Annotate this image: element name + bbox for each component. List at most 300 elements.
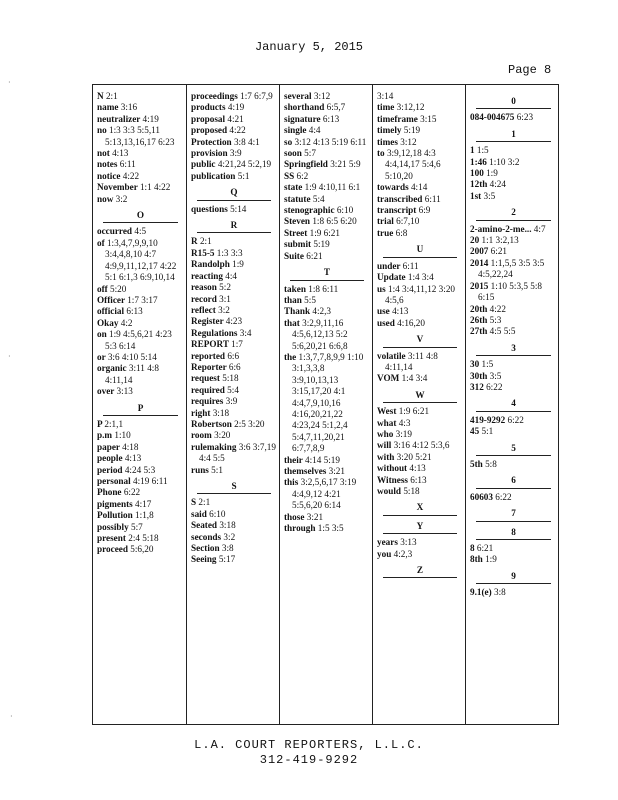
index-page-refs: 6:22 bbox=[123, 487, 141, 498]
index-word: the bbox=[284, 351, 297, 362]
index-page-refs: 1:1 4:22 bbox=[139, 182, 171, 193]
index-page-refs: 1:9 bbox=[485, 554, 497, 565]
index-page-refs: 1:4 3:4,11,12 3:20 4:5,6 bbox=[385, 283, 456, 305]
index-entry bbox=[191, 159, 277, 170]
index-page-refs: 5:8 bbox=[485, 458, 497, 469]
index-word: years bbox=[377, 537, 398, 548]
index-page-refs: 6:7,10 bbox=[396, 216, 420, 227]
index-entry bbox=[97, 476, 184, 487]
index-word: Seated bbox=[191, 520, 218, 531]
index-page-refs: 6:9 bbox=[418, 205, 431, 216]
index-word: public bbox=[191, 159, 216, 170]
index-entry bbox=[191, 373, 277, 384]
index-word: rulemaking bbox=[191, 441, 237, 452]
index-page-refs: 6:23 bbox=[516, 112, 534, 123]
index-word: 60603 bbox=[470, 491, 493, 502]
index-page-refs: 3:21 5:9 bbox=[330, 159, 361, 170]
index-entry bbox=[191, 294, 277, 305]
index-entry bbox=[97, 453, 184, 464]
index-word: reported bbox=[191, 350, 226, 361]
index-page-refs: 1:5 3:5 bbox=[317, 523, 344, 534]
index-letter-header: V bbox=[383, 334, 457, 347]
index-entry bbox=[377, 284, 463, 307]
index-word: 1 bbox=[470, 145, 475, 156]
index-word: timeframe bbox=[377, 113, 418, 124]
index-page-refs: 5:19 bbox=[313, 239, 330, 250]
index-word: what bbox=[377, 417, 397, 428]
index-entry bbox=[284, 512, 370, 523]
index-word: p.m bbox=[97, 430, 113, 441]
scan-mark: · bbox=[8, 352, 11, 361]
index-word: 30 bbox=[470, 359, 480, 370]
index-page-refs: 2:4 5:18 bbox=[128, 533, 159, 544]
index-entry bbox=[377, 486, 463, 497]
index-page-refs: 1:4 3:4 bbox=[407, 272, 434, 283]
index-word: Officer bbox=[97, 294, 125, 305]
index-word: who bbox=[377, 428, 394, 439]
index-word: N bbox=[97, 91, 104, 101]
index-entry bbox=[191, 91, 277, 102]
transcript-date: January 5, 2015 bbox=[254, 40, 364, 54]
index-entry bbox=[97, 386, 184, 397]
index-word: 27th bbox=[470, 326, 488, 337]
index-entry bbox=[470, 235, 557, 246]
index-entry bbox=[377, 102, 463, 113]
index-word: stenographic bbox=[284, 205, 335, 216]
index-word: 100 bbox=[470, 168, 484, 179]
index-entry bbox=[97, 125, 184, 148]
index-entry bbox=[284, 239, 370, 250]
index-page-refs: 3:13 bbox=[400, 537, 417, 548]
index-page-refs: 3:12,12 bbox=[396, 102, 425, 113]
index-word: true bbox=[377, 227, 394, 238]
index-page-refs: 6:10 bbox=[336, 205, 354, 216]
index-word: paper bbox=[97, 441, 120, 452]
index-word: proceed bbox=[97, 544, 128, 555]
index-letter-header: S bbox=[197, 481, 271, 494]
index-entry bbox=[284, 523, 370, 534]
index-entry bbox=[191, 171, 277, 182]
index-word: reflect bbox=[191, 304, 216, 315]
index-entry bbox=[470, 112, 557, 123]
index-entry bbox=[470, 191, 557, 202]
index-word: required bbox=[191, 384, 225, 395]
index-entry bbox=[470, 168, 557, 179]
index-page-refs: 6:5,7 bbox=[326, 102, 346, 113]
index-page-refs: 4:5 bbox=[134, 226, 147, 237]
index-page-refs: 4:16,20 bbox=[397, 317, 425, 328]
index-page-refs: 5:7 bbox=[130, 521, 143, 532]
index-page-refs: 3:11 4:8 4:11,14 bbox=[385, 350, 438, 372]
index-page-refs: 5:20 bbox=[110, 283, 127, 294]
index-word: 9.1(e) bbox=[470, 587, 492, 598]
index-word: 2015 bbox=[470, 280, 489, 291]
index-page-refs: 4:13 bbox=[112, 148, 129, 159]
index-entry bbox=[191, 204, 277, 215]
index-word: to bbox=[377, 148, 385, 159]
index-word: questions bbox=[191, 203, 228, 214]
index-letter-header: U bbox=[383, 244, 457, 257]
index-word: pigments bbox=[97, 498, 133, 509]
index-entry bbox=[377, 137, 463, 148]
index-entry bbox=[377, 475, 463, 486]
index-page-refs: 4:3 bbox=[398, 417, 411, 428]
index-word: no bbox=[97, 125, 107, 136]
index-word: organic bbox=[97, 363, 127, 374]
index-word: this bbox=[284, 477, 299, 488]
index-word: 8th bbox=[470, 554, 483, 565]
index-entry bbox=[284, 295, 370, 306]
index-word: runs bbox=[191, 464, 209, 475]
index-page-refs: 3:4 bbox=[239, 327, 252, 338]
index-entry bbox=[377, 429, 463, 440]
index-word: proposed bbox=[191, 125, 228, 136]
index-entry bbox=[97, 238, 184, 284]
index-entry bbox=[377, 318, 463, 329]
index-entry bbox=[284, 477, 370, 511]
index-word: room bbox=[191, 430, 212, 441]
index-entry bbox=[284, 171, 370, 182]
index-entry bbox=[97, 171, 184, 182]
index-page-refs: 2:1,1 bbox=[104, 418, 124, 429]
index-letter-header: 1 bbox=[476, 129, 551, 142]
index-page-refs: 1:7 6:7,9 bbox=[240, 91, 273, 101]
index-entry bbox=[191, 137, 277, 148]
index-word: Suite bbox=[284, 250, 304, 261]
index-page-refs: 4:13 bbox=[409, 463, 426, 474]
index-page-refs: 3:20 5:21 bbox=[396, 451, 432, 462]
index-entry bbox=[97, 442, 184, 453]
index-page-refs: 4:13 bbox=[392, 306, 409, 317]
index-word: 26th bbox=[470, 314, 488, 325]
index-page-refs: 1:10 bbox=[114, 430, 131, 441]
index-word: not bbox=[97, 148, 110, 159]
index-page-refs: 3:12 bbox=[313, 91, 331, 101]
index-page-refs: 4:13 bbox=[124, 453, 142, 464]
index-entry bbox=[377, 125, 463, 136]
index-page-refs: 6:21 bbox=[476, 543, 494, 553]
index-entry bbox=[97, 533, 184, 544]
index-entry bbox=[470, 326, 557, 337]
index-word: requires bbox=[191, 396, 224, 407]
index-word: those bbox=[284, 511, 305, 522]
index-word: now bbox=[97, 193, 114, 204]
index-word: Protection bbox=[191, 136, 232, 147]
index-entry bbox=[191, 385, 277, 396]
index-word: proceedings bbox=[191, 91, 238, 101]
index-page-refs: 6:2 bbox=[296, 170, 309, 181]
index-entry bbox=[284, 194, 370, 205]
index-entry bbox=[191, 114, 277, 125]
index-word: 20th bbox=[470, 303, 488, 314]
index-word: seconds bbox=[191, 531, 222, 542]
index-page-refs: 6:8 bbox=[395, 227, 408, 238]
index-entry bbox=[377, 418, 463, 429]
index-entry bbox=[191, 102, 277, 113]
index-entry bbox=[191, 339, 277, 350]
index-page-refs: 6:13 bbox=[126, 306, 143, 317]
index-page-refs: 6:22 bbox=[495, 491, 512, 502]
index-page-refs: 1:9 bbox=[486, 168, 498, 179]
index-entry bbox=[97, 91, 184, 102]
index-page-refs: 1:5 bbox=[476, 145, 489, 156]
index-word: towards bbox=[377, 182, 409, 193]
index-entry bbox=[97, 419, 184, 430]
index-entry bbox=[470, 246, 557, 257]
index-word: timely bbox=[377, 125, 402, 136]
index-word: or bbox=[97, 351, 106, 362]
index-entry bbox=[470, 145, 557, 156]
scan-mark: · bbox=[8, 78, 11, 87]
index-page-refs: 5:5 bbox=[304, 294, 316, 305]
index-entry bbox=[284, 284, 370, 295]
index-entry bbox=[377, 272, 463, 283]
index-page-refs: 1:3,7,7,8,9,9 1:10 3:1,3,3,8 3:9,10,13,13 3:15,17,20 4:1 4:4,7,9,10,16 4:16,20,21,22 4:23,24 5:1,2,4 5:4,7,11,20,21 6:7,7,8,9 bbox=[292, 351, 364, 454]
index-word: West bbox=[377, 406, 397, 417]
index-column-2 bbox=[187, 85, 280, 724]
index-page-refs: 4:19 bbox=[227, 102, 245, 113]
index-word: Section bbox=[191, 543, 220, 554]
index-entry bbox=[191, 259, 277, 270]
index-letter-header: X bbox=[383, 502, 457, 515]
index-entry bbox=[284, 455, 370, 466]
index-page-refs: 4:21,24 5:2,19 bbox=[217, 159, 272, 170]
index-entry bbox=[284, 125, 370, 136]
index-word: themselves bbox=[284, 466, 327, 476]
index-page-refs: 3:5 bbox=[489, 370, 502, 381]
index-word: 2007 bbox=[470, 246, 489, 257]
index-word: 8 bbox=[470, 543, 475, 553]
index-page-refs: 3:21 bbox=[306, 511, 324, 522]
index-word: right bbox=[191, 407, 211, 418]
index-entry bbox=[284, 159, 370, 170]
index-page-refs: 3:2 bbox=[223, 531, 236, 542]
index-entry bbox=[191, 316, 277, 327]
index-word: Update bbox=[377, 272, 406, 283]
index-entry bbox=[470, 179, 557, 190]
index-page-refs: 5:3 bbox=[489, 314, 502, 325]
index-word: people bbox=[97, 453, 123, 464]
index-entry bbox=[377, 440, 463, 451]
index-word: Pollution bbox=[97, 510, 133, 521]
index-page-refs: 5:1 bbox=[237, 170, 250, 181]
index-entry bbox=[97, 159, 184, 170]
index-entry bbox=[284, 91, 370, 102]
index-word: their bbox=[284, 454, 303, 465]
index-column-5 bbox=[466, 85, 559, 724]
word-index-table bbox=[92, 84, 559, 725]
index-entry bbox=[470, 371, 557, 382]
index-page-refs: 2:1 bbox=[198, 497, 211, 508]
index-column-3 bbox=[280, 85, 373, 724]
index-entry bbox=[470, 415, 557, 426]
index-entry bbox=[97, 465, 184, 476]
index-entry bbox=[470, 224, 557, 235]
footer-company: L.A. COURT REPORTERS, L.L.C. bbox=[194, 738, 424, 752]
index-page-refs: 3:1 bbox=[219, 293, 231, 304]
index-page-refs: 3:16 4:12 5:3,6 bbox=[393, 440, 450, 451]
index-word: REPORT bbox=[191, 339, 229, 350]
index-entry bbox=[470, 554, 557, 565]
index-entry bbox=[284, 148, 370, 159]
index-word: single bbox=[284, 125, 307, 136]
index-word: SS bbox=[284, 170, 295, 181]
index-word: possibly bbox=[97, 521, 129, 532]
index-entry bbox=[97, 522, 184, 533]
index-entry bbox=[191, 532, 277, 543]
index-letter-header: 6 bbox=[476, 475, 551, 488]
index-word: Robertson bbox=[191, 418, 232, 429]
index-page-refs: 1:3 3:3 5:5,11 5:13,13,16,17 6:23 bbox=[105, 125, 175, 147]
index-letter-header: T bbox=[290, 267, 364, 280]
index-page-refs: 3:6 4:10 5:14 bbox=[107, 351, 157, 362]
index-word: state bbox=[284, 182, 303, 193]
index-entry bbox=[97, 306, 184, 317]
index-entry bbox=[97, 363, 184, 386]
index-letter-header: 0 bbox=[476, 96, 551, 109]
index-entry bbox=[377, 194, 463, 205]
index-page-refs: 3:2,5,6,17 3:19 4:4,9,12 4:21 5:5,6,20 6:14 bbox=[292, 477, 357, 511]
index-letter-header: P bbox=[103, 403, 178, 416]
index-word: 2014 bbox=[470, 257, 489, 268]
index-entry bbox=[191, 408, 277, 419]
index-page-refs: 2:5 3:20 bbox=[234, 418, 265, 429]
index-page-refs: 3:11 4:8 4:11,14 bbox=[105, 363, 159, 385]
index-word: Witness bbox=[377, 474, 408, 485]
index-word: record bbox=[191, 293, 217, 304]
index-page-refs: 6:6 bbox=[227, 350, 240, 361]
index-entry bbox=[284, 466, 370, 477]
index-word: several bbox=[284, 91, 312, 101]
index-word: official bbox=[97, 306, 125, 317]
index-word: would bbox=[377, 486, 402, 496]
index-page-refs: 1:9 6:21 bbox=[309, 227, 340, 238]
index-page-refs: 3:9,12,18 4:3 4:4,14,17 5:4,6 5:10,20 bbox=[385, 148, 441, 181]
index-page-refs: 3:8 bbox=[493, 587, 506, 598]
index-page-refs: 4:14 bbox=[410, 182, 428, 193]
index-letter-header: Y bbox=[383, 521, 457, 534]
index-entry bbox=[97, 318, 184, 329]
index-page-refs: 3:18 bbox=[219, 520, 236, 531]
index-entry bbox=[97, 182, 184, 193]
index-column-4 bbox=[373, 85, 466, 724]
index-page-refs: 1:9 bbox=[232, 259, 244, 270]
index-entry bbox=[191, 328, 277, 339]
index-entry bbox=[191, 271, 277, 282]
index-page-refs: 4:5 5:5 bbox=[489, 326, 516, 337]
index-letter-header: 2 bbox=[476, 207, 551, 220]
index-page-refs: 4:18 bbox=[122, 441, 139, 452]
index-entry bbox=[97, 226, 184, 237]
index-word: soon bbox=[284, 148, 302, 159]
index-page-refs: 6:13 bbox=[410, 474, 427, 485]
index-page-refs: 5:19 bbox=[403, 125, 421, 136]
index-word: transcript bbox=[377, 205, 417, 216]
index-page-refs: 3:8 4:1 bbox=[233, 136, 260, 147]
index-page-refs: 1:9 4:10,11 6:1 bbox=[304, 182, 361, 193]
index-entry bbox=[377, 463, 463, 474]
index-page-refs: 1:10 3:2 bbox=[489, 156, 520, 167]
index-word: use bbox=[377, 306, 390, 317]
index-page-refs: 1:3 3:3 bbox=[216, 247, 243, 258]
index-word: said bbox=[191, 508, 207, 519]
index-word: of bbox=[97, 237, 105, 248]
index-entry bbox=[377, 549, 463, 560]
index-page-refs: 3:20 bbox=[214, 430, 231, 441]
index-page-refs: 5:2 bbox=[219, 282, 231, 293]
index-entry bbox=[191, 497, 277, 508]
index-entry bbox=[191, 125, 277, 136]
index-entry bbox=[191, 248, 277, 259]
index-word: so bbox=[284, 136, 293, 147]
index-word: transcribed bbox=[377, 193, 423, 204]
index-letter-header: R bbox=[197, 220, 271, 233]
index-word: products bbox=[191, 102, 226, 113]
index-word: off bbox=[97, 283, 108, 294]
index-word: S bbox=[191, 497, 197, 508]
index-page-refs: 3:13 bbox=[116, 386, 133, 397]
index-word: 45 bbox=[470, 426, 480, 437]
index-page-refs: 3:12 4:13 5:19 6:11 bbox=[294, 136, 367, 147]
index-page-refs: 4:2 bbox=[120, 317, 133, 328]
index-entry bbox=[97, 487, 184, 498]
index-entry bbox=[377, 406, 463, 417]
index-entry bbox=[470, 258, 557, 281]
index-word: R15-5 bbox=[191, 247, 215, 258]
index-page-refs: 3:8 bbox=[221, 543, 234, 554]
index-entry bbox=[284, 228, 370, 239]
index-page-refs: 3:9 bbox=[229, 148, 242, 159]
index-entry bbox=[191, 419, 277, 430]
index-word: Seeing bbox=[191, 554, 217, 565]
index-word: publication bbox=[191, 170, 236, 181]
index-page-refs: 4:2,3 bbox=[312, 306, 331, 317]
index-page-refs: 4:22 bbox=[122, 170, 140, 181]
index-word: request bbox=[191, 373, 220, 384]
index-entry bbox=[377, 182, 463, 193]
index-entry bbox=[377, 228, 463, 239]
index-entry bbox=[191, 465, 277, 476]
index-page-refs: 3:19 bbox=[395, 428, 412, 439]
index-word: taken bbox=[284, 283, 306, 294]
index-page-refs: 1:1,8 bbox=[135, 510, 154, 521]
index-entry bbox=[97, 510, 184, 521]
scan-mark: · bbox=[10, 712, 13, 721]
page-number: Page 8 bbox=[508, 63, 552, 77]
index-entry bbox=[284, 102, 370, 113]
index-word: 2-amino-2-me... bbox=[470, 223, 532, 234]
index-entry bbox=[470, 492, 557, 503]
index-page-refs: 4:14 5:19 bbox=[305, 454, 340, 465]
index-entry bbox=[377, 373, 463, 384]
index-entry bbox=[377, 261, 463, 272]
index-word: November bbox=[97, 182, 138, 193]
index-word: will bbox=[377, 440, 392, 451]
index-entry bbox=[377, 148, 463, 182]
index-page-refs: 4:22 bbox=[229, 125, 246, 136]
index-entry bbox=[284, 205, 370, 216]
index-page-refs: 1:9 4:5,6,21 4:23 5:3 6:14 bbox=[105, 329, 172, 351]
index-word: period bbox=[97, 464, 123, 475]
index-page-refs: 4:7 bbox=[533, 223, 546, 234]
index-entry bbox=[191, 236, 277, 247]
index-entry bbox=[97, 499, 184, 510]
index-page-refs: 3:6 3:7,19 4:4 5:5 bbox=[199, 441, 276, 464]
index-page-refs: 1:8 6:5 6:20 bbox=[312, 216, 357, 227]
index-page-refs: 4:21 bbox=[227, 113, 244, 124]
index-entry bbox=[377, 91, 463, 102]
index-word: Okay bbox=[97, 317, 119, 328]
